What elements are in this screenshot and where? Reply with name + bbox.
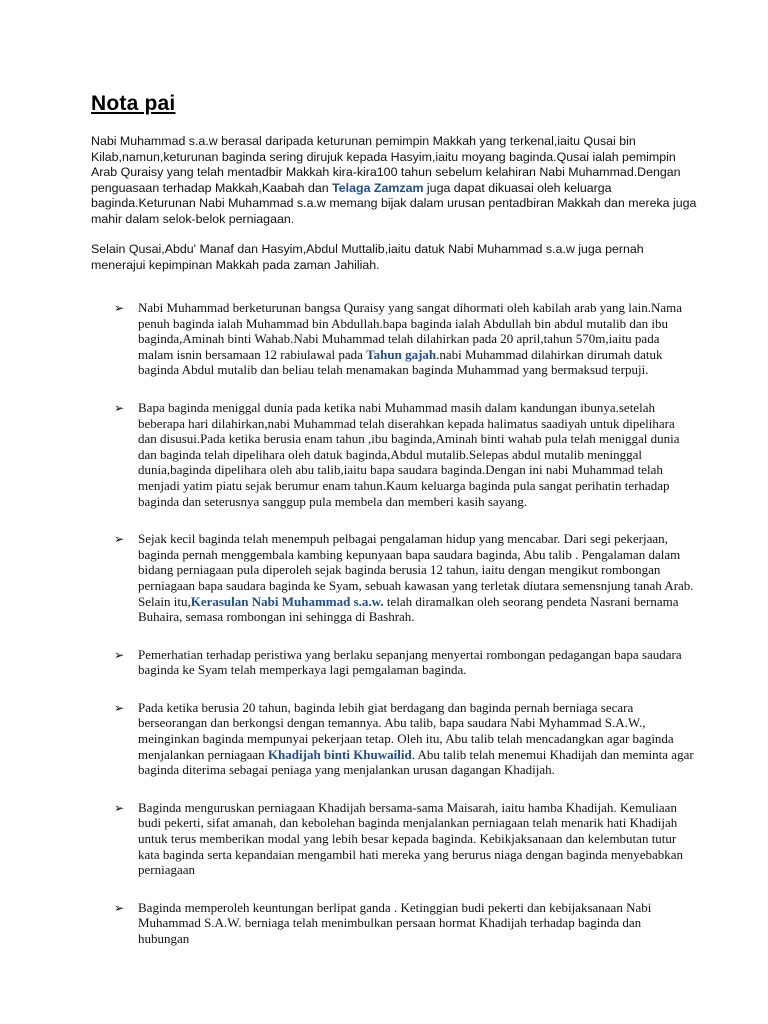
list-item — [91, 300, 698, 378]
intro-section — [91, 134, 698, 273]
intro-paragraph-text: Nabi Muhammad s.a.w berasal daripada keturunan pemimpin Makkah yang terkenal,iaitu Qusai bin Kilab,namun,keturunan baginda sering dirujuk kepada Hasyim,iaitu moyang baginda.Qusai ialah pemimpin Arab Quraisy yang telah mentadbir Makkah kira-kira100 tahun sebelum kelahiran Nabi Muhammad.Dengan penguasaan terhadap Makkah,Kaabah dan — [91, 134, 681, 195]
list-item-text: Bapa baginda meniggal dunia pada ketika nabi Muhammad masih dalam kandungan ibunya.setelah beberapa hari dilahirkan,nabi Muhammad telah diserahkan kepada halimatus saadiyah untuk dipelihara dan disusui.Pada ketika berusia enam tahun ,ibu baginda,Aminah binti wahab pula telah meniggal dunia dan baginda telah dipelihara oleh datuk baginda,Abdul mutalib.Selepas abdul mutalib meninggal dunia,baginda dipelihara oleh abu talib,iaitu bapa saudara baginda.Dengan ini nabi Muhammad telah menjadi yatim piatu sejak berumur enam tahun.Kaum keluarga baginda pula sangat perihatin terhadap baginda dan seterusnya sanggup pula membela dan memberi kasih sayang. — [138, 399, 680, 509]
list-item — [91, 531, 698, 625]
intro-paragraph — [91, 242, 698, 273]
arrow-bullet-icon: ➢ — [114, 800, 125, 815]
arrow-bullet-icon: ➢ — [114, 532, 125, 547]
list-item-text: Baginda memperoleh keuntungan berlipat ganda . Ketinggian budi pekerti dan kebijaksanaan Nabi Muhammad S.A.W. berniaga telah menimbulkan persaan hormat Khadijah terhadap baginda dan hubungan — [138, 899, 652, 946]
list-item-text: Baginda menguruskan perniagaan Khadijah bersama-sama Maisarah, iaitu hamba Khadijah. Kemuliaan budi pekerti, sifat amanah, dan kebolehan baginda menjalankan perniagaan telah menarik hati Khadijah untuk terus memberikan modal yang lebih besar kepada baginda. Kebikjaksanaan dan kelembutan tutur kata baginda serta kepandaian mengambil hati mereka yang berurus niaga dengan baginda menyebabkan perniagaan — [138, 799, 684, 878]
list-item-text: Sejak kecil baginda telah menempuh pelbagai pengalaman hidup yang mencabar. Dari segi pekerjaan, baginda pernah menggembala kambing kepunyaan bapa saudara baginda, Abu talib . Pengalaman dalam bidang perniagaan pula diperoleh sejak baginda berusia 12 tahun, iaitu dengan mengikut rombongan perniagaan bapa saudara baginda ke Syam, sebuah kawasan yang terletak diutara semensnjung tanah Arab. Selain itu,Kerasulan Nabi Muhammad s.a.w. telah diramalkan oleh seorang pendeta Nasrani bernama Buhaira, semasa rombongan ini sehingga di Bashrah. — [138, 531, 694, 625]
intro-paragraph-text: juga dapat dikuasai oleh keluarga baginda.Keturunan Nabi Muhammad s.a.w memang bijak dalam urusan pentadbiran Makkah dan mereka juga mahir dalam selok-belok perniagaan. — [91, 180, 697, 226]
bullet-list — [91, 300, 698, 947]
page-title: Nota pai — [91, 92, 176, 115]
arrow-bullet-icon: ➢ — [114, 400, 125, 415]
list-item-text: Pada ketika berusia 20 tahun, baginda lebih giat berdagang dan baginda pernah berniaga secara berseorangan dan berkongsi dengan temannya. Abu talib, bapa saudara Nabi Myhammad S.A.W., meinginkan baginda mempunyai pekerjaan tetap. Oleh itu, Abu talib telah mencadangkan agar baginda menjalankan perniagaan Khadijah binti Khuwailid. Abu talib telah menemui Khadijah dan meminta agar baginda diterima sebagai peniaga yang menjalankan urusan dagangan Khadijah. — [138, 699, 694, 778]
arrow-bullet-icon: ➢ — [114, 301, 125, 315]
list-item — [91, 800, 698, 878]
list-item — [91, 647, 698, 678]
arrow-bullet-icon: ➢ — [114, 700, 125, 715]
arrow-bullet-icon: ➢ — [114, 647, 125, 662]
list-item-text: Nabi Muhammad berketurunan bangsa Quraisy yang sangat dihormati oleh kabilah arab yang lain.Nama penuh baginda ialah Muhammad bin Abdullah.bapa baginda ialah Abdullah bin abdul mutalib dan ibu baginda,Aminah binti Wahab.Nabi Muhammad telah dilahirkan pada 20 april,tahun 570m,iaitu pada malam isnin bersamaan 12 rabiulawal pada Tahun gajah.nabi Muhammad dilahirkan dirumah datuk baginda Abdul mutalib dan beliau telah menamakan baginda Muhammad yang bermaksud terpuji. — [138, 300, 683, 378]
intro-paragraph — [91, 134, 698, 227]
link-telaga-zamzam[interactable]: Telaga Zamzam — [332, 180, 424, 195]
intro-paragraph-text: Selain Qusai,Abdu' Manaf dan Hasyim,Abdul Muttalib,iaitu datuk Nabi Muhammad s.a.w juga pernah menerajui kepimpinan Makkah pada zaman Jahiliah. — [91, 242, 644, 272]
list-item — [91, 900, 698, 947]
list-item — [91, 400, 698, 509]
list-item-text: Pemerhatian terhadap peristiwa yang berlaku sepanjang menyertai rombongan pedagangan bapa saudara baginda ke Syam telah memperkaya lagi pemgalaman baginda. — [138, 646, 682, 678]
link-khadijah[interactable]: Khadijah binti Khuwailid — [267, 746, 412, 762]
link-tahun-gajah[interactable]: Tahun gajah — [366, 346, 437, 362]
list-item — [91, 700, 698, 778]
arrow-bullet-icon: ➢ — [114, 900, 125, 915]
link-kerasulan-nabi[interactable]: Kerasulan Nabi Muhammad s.a.w. — [190, 593, 384, 609]
